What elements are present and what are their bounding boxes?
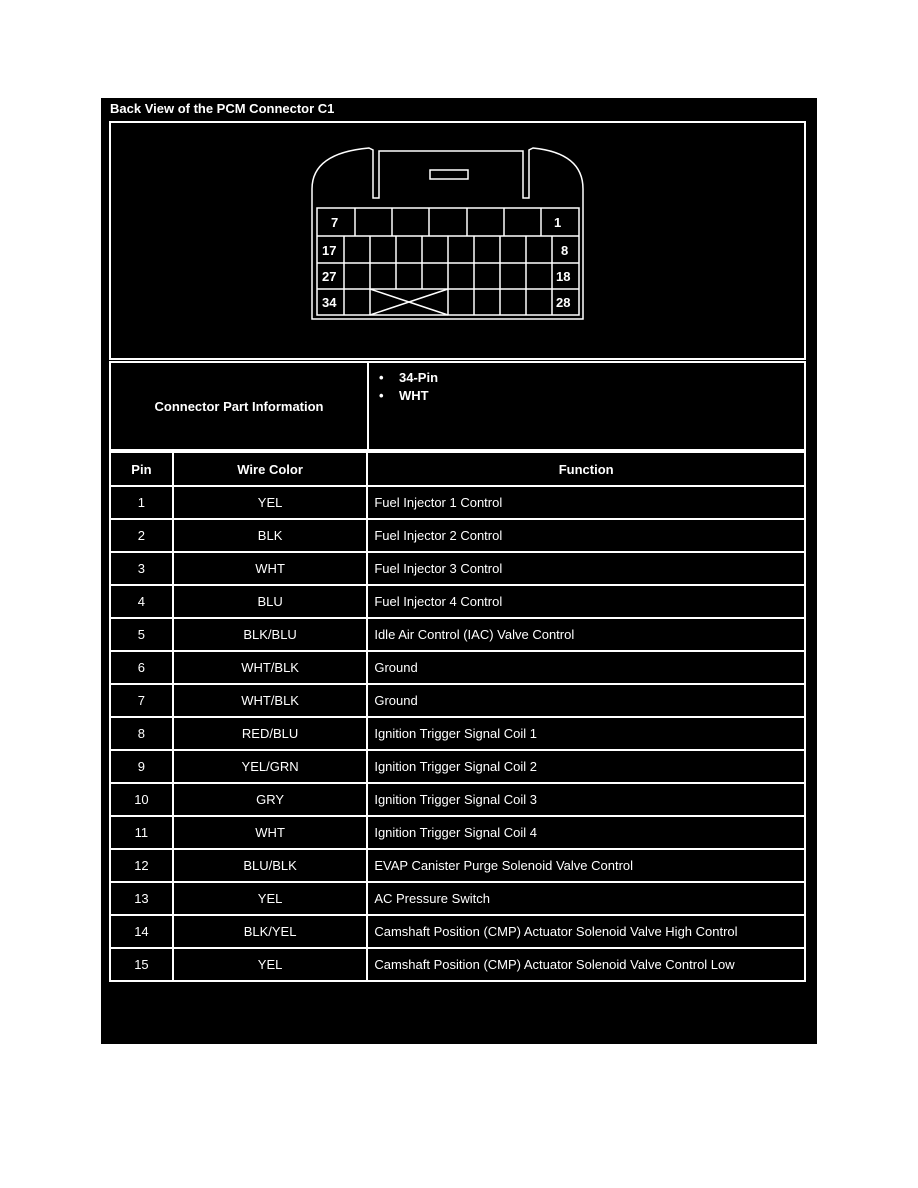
wire-color-cell: WHT/BLK	[173, 684, 368, 717]
header-function: Function	[367, 452, 805, 486]
pin-label-17: 17	[322, 243, 337, 258]
pin-cell: 13	[110, 882, 173, 915]
pin-label-8: 8	[561, 243, 569, 258]
pin-cell: 11	[110, 816, 173, 849]
table-row	[110, 750, 805, 783]
table-row	[110, 651, 805, 684]
header-wire-color: Wire Color	[173, 452, 368, 486]
table-row	[110, 519, 805, 552]
table-row	[110, 783, 805, 816]
pin-cell: 15	[110, 948, 173, 981]
function-cell: Ground	[367, 684, 805, 717]
function-cell: Idle Air Control (IAC) Valve Control	[367, 618, 805, 651]
table-row	[110, 717, 805, 750]
pin-cell: 14	[110, 915, 173, 948]
table-row	[110, 849, 805, 882]
wire-color-cell: YEL	[173, 948, 368, 981]
connector-latch	[430, 170, 468, 179]
wire-color-cell: BLK/YEL	[173, 915, 368, 948]
part-info-item: • 34-Pin	[379, 369, 438, 387]
pin-table	[109, 451, 806, 982]
pin-cell: 4	[110, 585, 173, 618]
pin-label-28: 28	[556, 295, 571, 310]
wire-color-cell: YEL	[173, 882, 368, 915]
wire-color-cell: YEL	[173, 486, 368, 519]
table-row	[110, 948, 805, 981]
pin-cell: 6	[110, 651, 173, 684]
table-row	[110, 618, 805, 651]
function-cell: Fuel Injector 1 Control	[367, 486, 805, 519]
wire-color-cell: BLU/BLK	[173, 849, 368, 882]
table-row	[110, 915, 805, 948]
pin-label-27: 27	[322, 269, 337, 284]
function-cell: Camshaft Position (CMP) Actuator Solenoid Valve High Control	[367, 915, 805, 948]
table-header-row	[110, 452, 805, 486]
wire-color-cell: WHT/BLK	[173, 651, 368, 684]
connector-drawing	[111, 123, 808, 362]
function-cell: Ignition Trigger Signal Coil 1	[367, 717, 805, 750]
wire-color-cell: WHT	[173, 552, 368, 585]
wire-color-cell: RED/BLU	[173, 717, 368, 750]
pin-cell: 8	[110, 717, 173, 750]
pin-cell: 10	[110, 783, 173, 816]
table-row	[110, 816, 805, 849]
pin-label-18: 18	[556, 269, 571, 284]
pin-label-1: 1	[554, 215, 562, 230]
pin-cell: 12	[110, 849, 173, 882]
pin-cell: 7	[110, 684, 173, 717]
function-cell: Ignition Trigger Signal Coil 3	[367, 783, 805, 816]
table-row	[110, 585, 805, 618]
connector-part-info	[109, 361, 806, 451]
table-row	[110, 486, 805, 519]
page-title: Back View of the PCM Connector C1	[110, 101, 335, 116]
connector-diagram	[109, 121, 806, 360]
table-row	[110, 684, 805, 717]
pin-cell: 1	[110, 486, 173, 519]
pin-label-7: 7	[331, 215, 339, 230]
function-cell: Ignition Trigger Signal Coil 2	[367, 750, 805, 783]
function-cell: Camshaft Position (CMP) Actuator Solenoid Valve Control Low	[367, 948, 805, 981]
wire-color-cell: GRY	[173, 783, 368, 816]
wire-color-cell: BLK/BLU	[173, 618, 368, 651]
pin-cell: 3	[110, 552, 173, 585]
function-cell: AC Pressure Switch	[367, 882, 805, 915]
part-info-label: Connector Part Information	[111, 363, 369, 449]
function-cell: Fuel Injector 2 Control	[367, 519, 805, 552]
function-cell: Fuel Injector 3 Control	[367, 552, 805, 585]
pin-cell: 9	[110, 750, 173, 783]
wire-color-cell: BLK	[173, 519, 368, 552]
pin-cell: 2	[110, 519, 173, 552]
header-pin: Pin	[110, 452, 173, 486]
wire-color-cell: WHT	[173, 816, 368, 849]
function-cell: EVAP Canister Purge Solenoid Valve Control	[367, 849, 805, 882]
part-info-list	[379, 369, 438, 405]
pcm-connector-panel	[101, 98, 817, 1044]
pin-label-34: 34	[322, 295, 337, 310]
function-cell: Fuel Injector 4 Control	[367, 585, 805, 618]
wire-color-cell: YEL/GRN	[173, 750, 368, 783]
function-cell: Ground	[367, 651, 805, 684]
part-info-item: • WHT	[379, 387, 438, 405]
table-row	[110, 552, 805, 585]
pin-cell: 5	[110, 618, 173, 651]
table-row	[110, 882, 805, 915]
function-cell: Ignition Trigger Signal Coil 4	[367, 816, 805, 849]
wire-color-cell: BLU	[173, 585, 368, 618]
